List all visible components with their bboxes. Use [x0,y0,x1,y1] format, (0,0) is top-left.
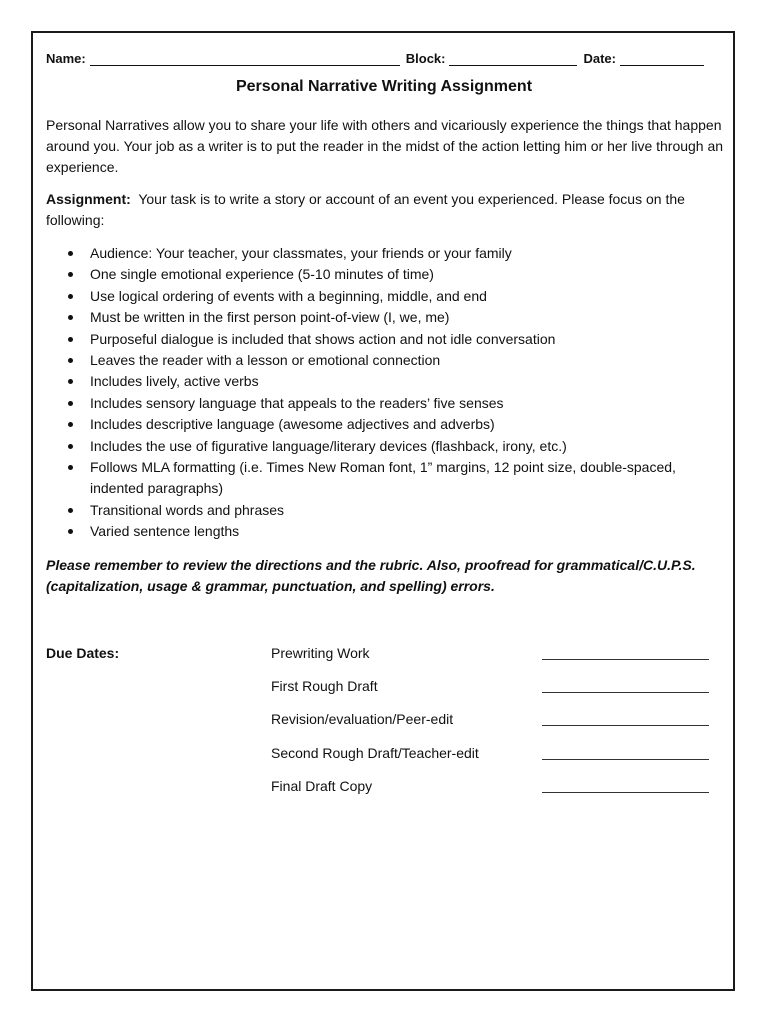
due-date-blank[interactable] [542,659,709,660]
due-date-row [271,745,711,765]
header-fields [46,46,718,66]
due-date-item: Second Rough Draft/Teacher-edit [271,745,479,761]
list-item: Purposeful dialogue is included that shows action and not idle conversation [46,329,726,350]
due-date-row [271,778,711,798]
due-date-blank[interactable] [542,792,709,793]
assignment-paragraph [46,189,726,231]
due-date-item: Final Draft Copy [271,778,373,794]
name-label: Name: [46,51,86,66]
list-item: Includes descriptive language (awesome adjectives and adverbs) [46,414,726,435]
list-item: Includes sensory language that appeals to the readers’ five senses [46,393,726,414]
list-item: Follows MLA formatting (i.e. Times New Roman font, 1” margins, 12 point size, double-spaced, indented paragraphs) [46,457,726,500]
name-blank[interactable] [90,51,400,66]
list-item: Includes lively, active verbs [46,371,726,392]
intro-paragraph: Personal Narratives allow you to share your life with others and vicariously experience the things that happen around you. Your job as a writer is to put the reader in the midst of the action letting him or her live through an experience. [46,117,724,175]
due-date-item: Revision/evaluation/Peer-edit [271,711,454,727]
assignment-text: Your task is to write a story or account of an event you experienced. Please focus on the following: [46,191,685,228]
requirements-list [46,243,726,543]
list-item: Leaves the reader with a lesson or emotional connection [46,350,726,371]
list-item: One single emotional experience (5-10 minutes of time) [46,264,726,285]
assignment-label: Assignment: [46,191,131,207]
list-item: Audience: Your teacher, your classmates, your friends or your family [46,243,726,264]
due-date-blank[interactable] [542,725,709,726]
proofread-reminder: Please remember to review the directions and the rubric. Also, proofread for grammatical/C.U.P.S. (capitalization, usage & grammar, punctuation, and spelling) errors. [46,557,696,594]
list-item: Transitional words and phrases [46,500,726,521]
list-item: Must be written in the first person point-of-view (I, we, me) [46,307,726,328]
due-date-item: First Rough Draft [271,678,378,694]
due-date-item: Prewriting Work [271,645,370,661]
due-dates-label: Due Dates: [46,645,120,661]
block-blank[interactable] [449,51,577,66]
due-date-blank[interactable] [542,759,709,760]
list-item: Varied sentence lengths [46,521,726,542]
due-date-blank[interactable] [542,692,709,693]
due-date-row [271,678,711,698]
due-date-row [271,645,711,665]
date-label: Date: [583,51,616,66]
date-blank[interactable] [620,51,704,66]
list-item: Includes the use of figurative language/literary devices (flashback, irony, etc.) [46,436,726,457]
list-item: Use logical ordering of events with a beginning, middle, and end [46,286,726,307]
document-title: Personal Narrative Writing Assignment [235,78,533,95]
due-date-row [271,711,711,731]
block-label: Block: [405,51,446,66]
